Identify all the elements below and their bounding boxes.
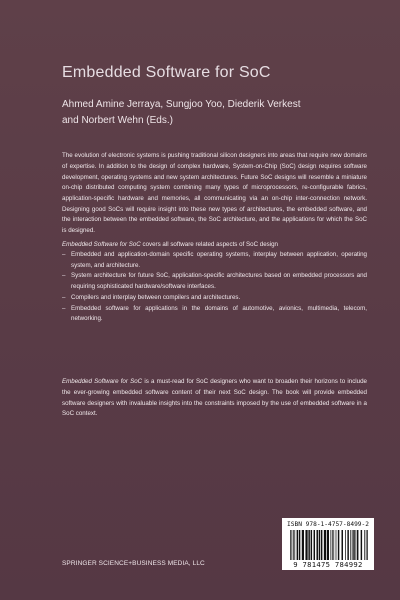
book-authors <box>62 97 382 129</box>
barcode-bar <box>353 530 354 560</box>
barcode-bar <box>345 530 346 560</box>
closing-book-title: Embedded Software for SoC <box>62 378 143 386</box>
barcode-image <box>290 530 368 560</box>
barcode-bar <box>330 530 331 560</box>
barcode-bar <box>352 530 353 560</box>
barcode-bar <box>314 530 315 560</box>
isbn-label: ISBN 978-1-4757-8499-2 <box>287 521 369 528</box>
barcode-bar <box>305 530 307 560</box>
barcode-bar <box>299 530 300 560</box>
barcode-bar <box>342 530 343 560</box>
barcode-bar <box>364 530 365 560</box>
barcode-bar <box>324 530 326 560</box>
barcode-bar <box>355 530 356 560</box>
barcode-bar <box>350 530 351 560</box>
barcode-bar <box>319 530 320 560</box>
barcode-bar <box>308 530 309 560</box>
topic-item: – Compilers and interplay between compilers and architectures. <box>62 293 367 304</box>
topic-item: – Embedded and application-domain specific operating systems, interplay between application, operating system, and architecture. <box>62 250 367 271</box>
barcode-bar <box>290 530 291 560</box>
barcode-bar <box>291 530 292 560</box>
closing-text: is a must-read for SoC designers who want to broaden their horizons to include the ever-growing embedded software content of their next SoC design. The book will provide embedded software designers with invaluable insights into the constraints imposed by the use of embedded software in a SoC context. <box>62 378 367 418</box>
barcode-bar <box>293 530 294 560</box>
topic-list <box>62 250 367 325</box>
barcode-bar <box>336 530 337 560</box>
barcode-bar <box>316 530 317 560</box>
barcode-digits: 9 781475 784992 <box>293 560 363 569</box>
barcode-bar <box>321 530 322 560</box>
barcode-bar <box>297 530 298 560</box>
barcode-bar <box>302 530 304 560</box>
covers-heading-text: covers all software related aspects of SoC design <box>140 241 278 248</box>
topic-item: – Embedded software for applications in the domains of automotive, avionics, multimedia, telecom, networking. <box>62 304 367 325</box>
barcode-bar <box>311 530 312 560</box>
publisher-name: SPRINGER SCIENCE+BUSINESS MEDIA, LLC <box>62 560 205 567</box>
topic-item: – System architecture for future SoC, application-specific architectures based on embedded processors and requiring sophisticated hardware/software interfaces. <box>62 271 367 292</box>
closing-paragraph <box>62 377 367 420</box>
barcode-bar <box>367 530 368 560</box>
barcode-bar <box>347 530 348 560</box>
barcode-bar <box>357 530 358 560</box>
covers-book-title: Embedded Software for SoC <box>62 241 141 248</box>
authors-line-2: and Norbert Wehn (Eds.) <box>62 115 173 126</box>
barcode-bar <box>366 530 367 560</box>
barcode-bar <box>333 530 334 560</box>
isbn-barcode-box <box>282 518 374 570</box>
barcode-bar <box>327 530 329 560</box>
barcode-bar <box>332 530 333 560</box>
barcode-bar <box>294 530 295 560</box>
intro-paragraph: The evolution of electronic systems is pushing traditional silicon designers into areas that require new domains of expertise. In addition to the design of complex hardware, System-on-Chip (SoC) design requires software development, operating systems and new system architectures. Future SoC designs will resemble a miniature on-chip distributed computing system combining many types of microprocessors, re-configurable fabrics, application-specific hardware and memories, all communicating via an on-chip inter-connection network. Designing good SoCs will require insight into these new types of architectures, the embedded software, and the interaction between the embedded software, the SoC architecture, and the applications for which the SoC is designed. <box>62 152 367 235</box>
book-title: Embedded Software for SoC <box>62 64 271 81</box>
barcode-bar <box>338 530 339 560</box>
authors-line-1: Ahmed Amine Jerraya, Sungjoo Yoo, Diederik Verkest <box>62 99 301 110</box>
barcode-bar <box>361 530 362 560</box>
